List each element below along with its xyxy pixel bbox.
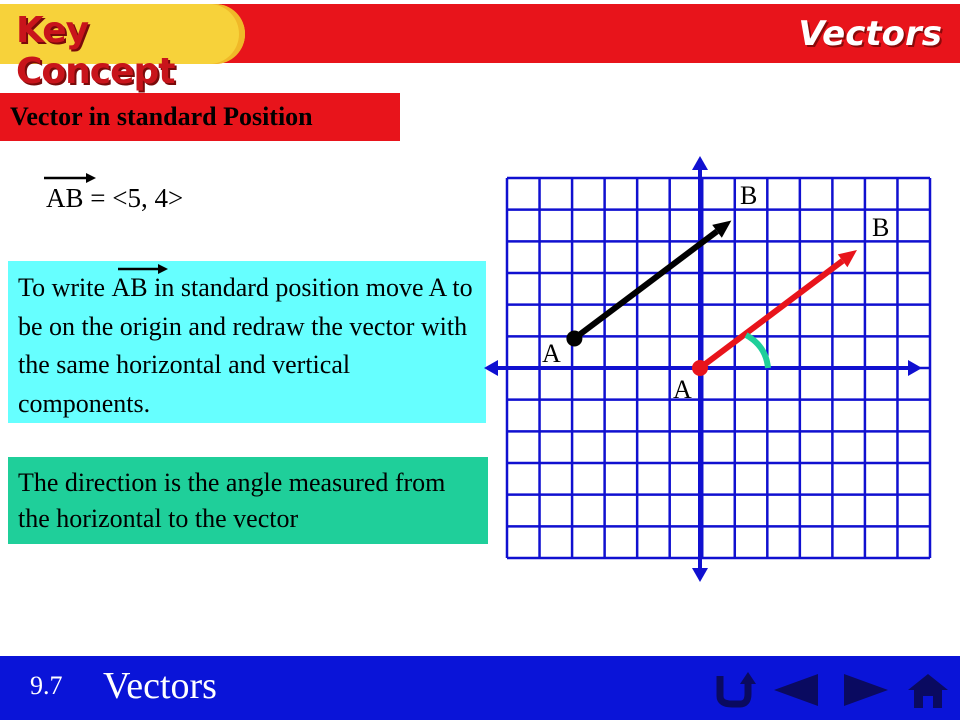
section-title: Vectors — [103, 665, 217, 707]
explanation-before: To write — [18, 273, 112, 302]
key-concept-text: Key Concept — [16, 10, 175, 92]
label-b-original: B — [740, 181, 758, 210]
label-b-standard: B — [872, 213, 890, 242]
vector-name-text: AB — [46, 183, 84, 213]
footer-bar — [0, 656, 960, 720]
label-a-original: A — [542, 339, 561, 368]
direction-note-text: The direction is the angle measured from the horizontal to the vector — [18, 468, 446, 533]
explanation-after: in standard position move A to be on the origin and redraw the vector with the same horizontal and vertical components. — [18, 273, 473, 418]
explanation-vector-text: AB — [111, 273, 148, 302]
label-a-standard: A — [673, 375, 692, 404]
section-number: 9.7 — [30, 671, 63, 700]
return-icon[interactable] — [712, 672, 756, 708]
header-title: Vectors — [798, 14, 942, 54]
original-vector — [566, 221, 731, 347]
section-label: Vector in standard Position — [0, 93, 400, 141]
previous-icon[interactable] — [772, 672, 820, 708]
next-icon[interactable] — [842, 672, 890, 708]
vector-components: = <5, 4> — [83, 183, 184, 213]
direction-angle-arc — [746, 335, 768, 368]
home-icon[interactable] — [906, 672, 950, 710]
